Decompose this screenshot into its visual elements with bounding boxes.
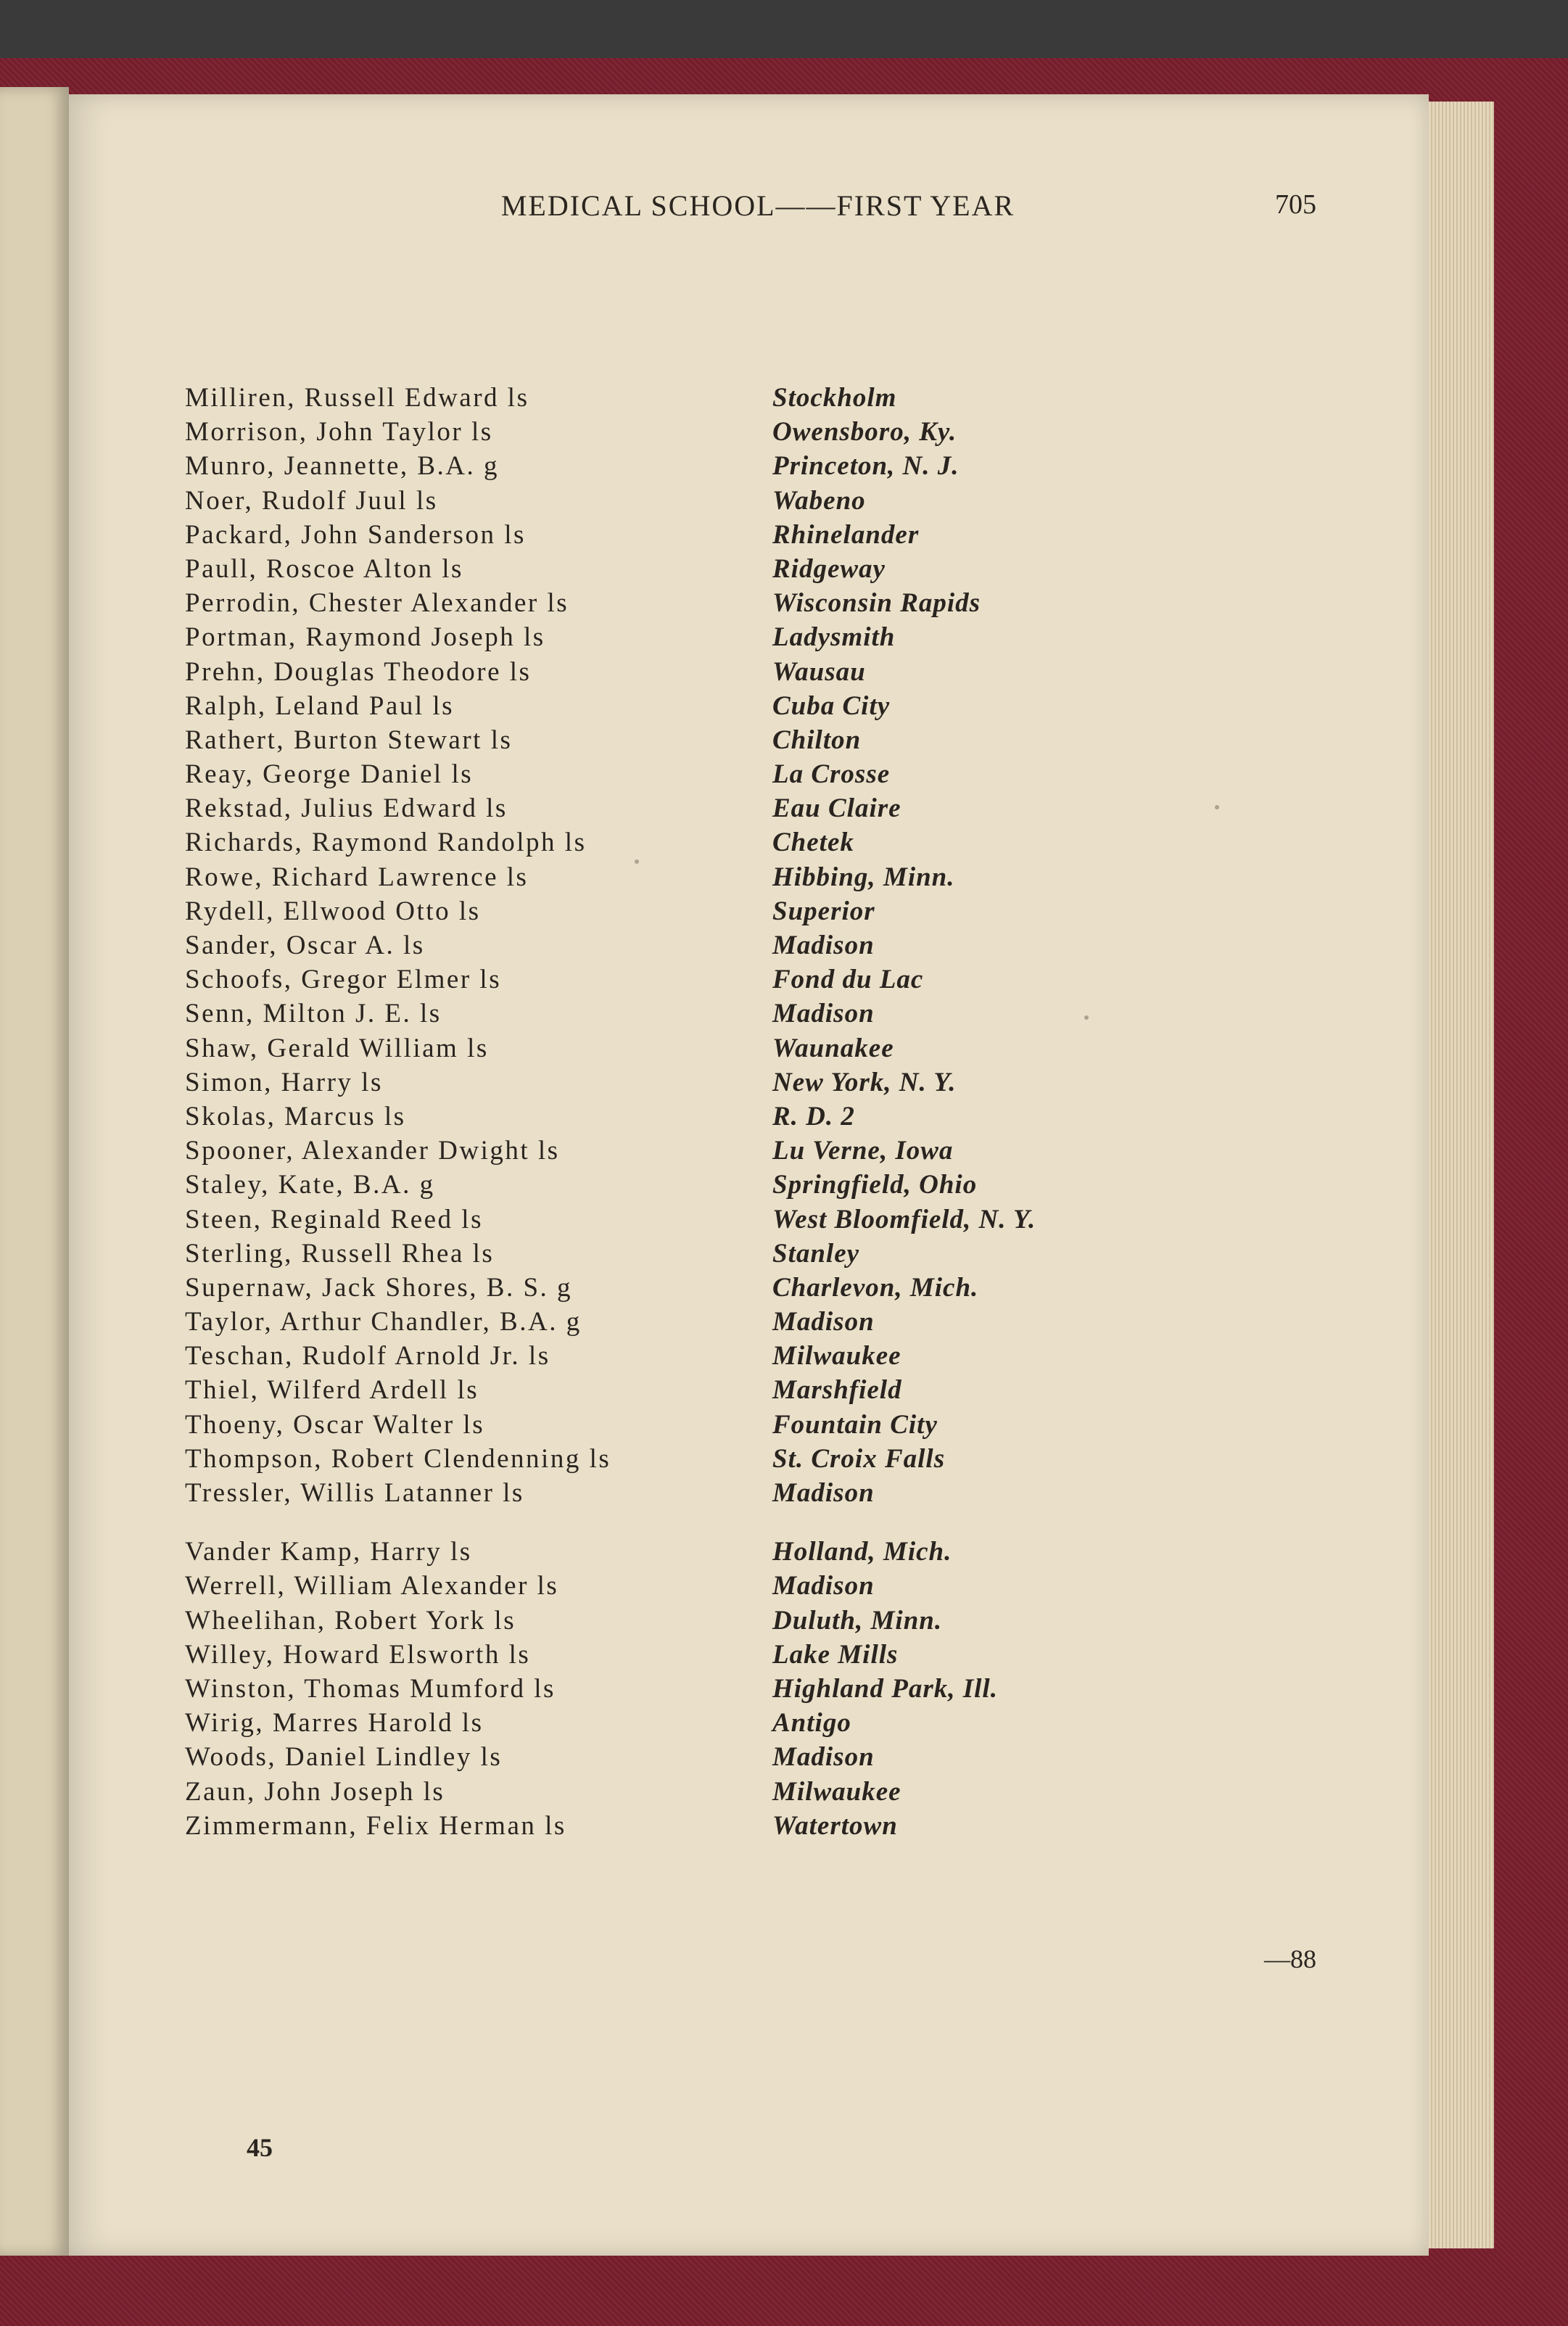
student-hometown: Rhinelander bbox=[772, 519, 920, 550]
roster-row bbox=[185, 1408, 1345, 1442]
book-page bbox=[69, 94, 1429, 2256]
roster-row bbox=[185, 484, 1345, 518]
student-hometown: Madison bbox=[772, 1478, 875, 1508]
student-hometown: Fond du Lac bbox=[772, 965, 924, 995]
roster-row bbox=[185, 1100, 1345, 1134]
roster-row bbox=[185, 620, 1345, 654]
student-name: Wheelihan, Robert York ls bbox=[185, 1605, 516, 1636]
roster-row bbox=[185, 1604, 1345, 1638]
roster-row bbox=[185, 415, 1345, 449]
roster-row bbox=[185, 1476, 1345, 1510]
student-name: Taylor, Arthur Chandler, B.A. g bbox=[185, 1307, 582, 1337]
student-hometown: R. D. 2 bbox=[772, 1101, 855, 1131]
student-name: Supernaw, Jack Shores, B. S. g bbox=[185, 1272, 573, 1303]
student-name: Prehn, Douglas Theodore ls bbox=[185, 656, 532, 687]
student-hometown: Highland Park, Ill. bbox=[772, 1673, 998, 1704]
roster-row bbox=[185, 1305, 1345, 1339]
student-name: Rydell, Ellwood Otto ls bbox=[185, 896, 481, 926]
roster-row bbox=[185, 1271, 1345, 1305]
paper-speck bbox=[1084, 1015, 1089, 1020]
student-name: Ralph, Leland Paul ls bbox=[185, 690, 455, 721]
roster-row bbox=[185, 791, 1345, 825]
student-hometown: Ridgeway bbox=[772, 553, 886, 584]
student-hometown: Chilton bbox=[772, 725, 862, 755]
student-name: Thoeny, Oscar Walter ls bbox=[185, 1409, 485, 1440]
student-name: Winston, Thomas Mumford ls bbox=[185, 1673, 556, 1704]
roster-row bbox=[185, 1339, 1345, 1373]
roster-row bbox=[185, 1065, 1345, 1100]
student-name: Shaw, Gerald William ls bbox=[185, 1033, 489, 1063]
student-name: Willey, Howard Elsworth ls bbox=[185, 1639, 531, 1670]
roster-row bbox=[185, 1672, 1345, 1706]
roster-row bbox=[185, 518, 1345, 552]
student-hometown: New York, N. Y. bbox=[772, 1067, 957, 1097]
roster-row bbox=[185, 552, 1345, 586]
student-name: Richards, Raymond Randolph ls bbox=[185, 828, 587, 858]
student-name: Thiel, Wilferd Ardell ls bbox=[185, 1375, 479, 1406]
student-hometown: Wausau bbox=[772, 656, 866, 687]
student-roster bbox=[185, 381, 1345, 1843]
student-hometown: Madison bbox=[772, 999, 875, 1029]
roster-row bbox=[185, 1237, 1345, 1271]
roster-row bbox=[185, 1706, 1345, 1740]
student-name: Thompson, Robert Clendenning ls bbox=[185, 1443, 611, 1474]
roster-row bbox=[185, 655, 1345, 689]
page-edges bbox=[1429, 102, 1494, 2248]
student-hometown: Watertown bbox=[772, 1810, 898, 1841]
student-hometown: La Crosse bbox=[772, 759, 891, 790]
roster-row bbox=[185, 1168, 1345, 1202]
student-hometown: Ladysmith bbox=[772, 622, 896, 653]
student-name: Noer, Rudolf Juul ls bbox=[185, 485, 438, 516]
student-name: Wirig, Marres Harold ls bbox=[185, 1708, 484, 1739]
student-hometown: Waunakee bbox=[772, 1033, 894, 1063]
student-name: Sterling, Russell Rhea ls bbox=[185, 1238, 495, 1269]
roster-row bbox=[185, 757, 1345, 791]
student-hometown: Antigo bbox=[772, 1708, 851, 1739]
student-hometown: Milwaukee bbox=[772, 1341, 901, 1372]
roster-row bbox=[185, 1134, 1345, 1168]
student-name: Munro, Jeannette, B.A. g bbox=[185, 451, 500, 482]
student-total: —88 bbox=[1264, 1944, 1316, 1974]
student-name: Morrison, John Taylor ls bbox=[185, 417, 493, 448]
roster-row bbox=[185, 381, 1345, 415]
student-hometown: Madison bbox=[772, 931, 875, 960]
running-head: MEDICAL SCHOOL——FIRST YEAR bbox=[500, 189, 1015, 222]
student-name: Rathert, Burton Stewart ls bbox=[185, 725, 513, 755]
roster-row bbox=[185, 1203, 1345, 1237]
student-name: Zaun, John Joseph ls bbox=[185, 1776, 445, 1807]
student-hometown: Stanley bbox=[772, 1238, 860, 1269]
roster-row bbox=[185, 825, 1345, 859]
student-name: Steen, Reginald Reed ls bbox=[185, 1204, 483, 1234]
student-name: Reay, George Daniel ls bbox=[185, 759, 474, 790]
roster-row bbox=[185, 1442, 1345, 1476]
roster-row bbox=[185, 997, 1345, 1031]
student-hometown: Stockholm bbox=[772, 383, 897, 413]
student-hometown: Fountain City bbox=[772, 1409, 938, 1440]
student-hometown: Princeton, N. J. bbox=[772, 451, 960, 482]
roster-row bbox=[185, 1638, 1345, 1672]
student-name: Spooner, Alexander Dwight ls bbox=[185, 1136, 560, 1166]
student-name: Woods, Daniel Lindley ls bbox=[185, 1742, 503, 1773]
student-hometown: Charlevon, Mich. bbox=[772, 1272, 979, 1303]
roster-row bbox=[185, 723, 1345, 757]
roster-row bbox=[185, 1809, 1345, 1843]
roster-row bbox=[185, 1569, 1345, 1603]
student-hometown: Milwaukee bbox=[772, 1776, 901, 1807]
student-hometown: Superior bbox=[772, 896, 875, 926]
student-name: Tressler, Willis Latanner ls bbox=[185, 1478, 524, 1508]
student-name: Rekstad, Julius Edward ls bbox=[185, 793, 508, 824]
roster-row bbox=[185, 1775, 1345, 1809]
student-hometown: Wisconsin Rapids bbox=[772, 588, 981, 619]
student-name: Milliren, Russell Edward ls bbox=[185, 383, 529, 413]
roster-row bbox=[185, 1031, 1345, 1065]
student-name: Packard, John Sanderson ls bbox=[185, 519, 526, 550]
student-name: Rowe, Richard Lawrence ls bbox=[185, 862, 529, 892]
signature-mark: 45 bbox=[247, 2133, 273, 2162]
student-hometown: Madison bbox=[772, 1571, 875, 1601]
student-hometown: Springfield, Ohio bbox=[772, 1170, 978, 1200]
student-hometown: Madison bbox=[772, 1307, 875, 1337]
student-hometown: Lake Mills bbox=[772, 1639, 899, 1670]
student-name: Perrodin, Chester Alexander ls bbox=[185, 588, 569, 619]
student-name: Sander, Oscar A. ls bbox=[185, 931, 425, 960]
student-hometown: St. Croix Falls bbox=[772, 1443, 946, 1474]
student-hometown: Madison bbox=[772, 1742, 875, 1773]
roster-row bbox=[185, 449, 1345, 483]
student-hometown: Eau Claire bbox=[772, 793, 901, 824]
student-hometown: Cuba City bbox=[772, 690, 891, 721]
paper-speck bbox=[635, 859, 639, 864]
student-name: Vander Kamp, Harry ls bbox=[185, 1537, 472, 1567]
student-name: Skolas, Marcus ls bbox=[185, 1101, 406, 1131]
roster-row bbox=[185, 860, 1345, 894]
student-hometown: Hibbing, Minn. bbox=[772, 862, 955, 892]
page-number: 705 bbox=[1275, 189, 1316, 220]
student-hometown: Owensboro, Ky. bbox=[772, 417, 957, 448]
student-name: Simon, Harry ls bbox=[185, 1067, 383, 1097]
student-name: Zimmermann, Felix Herman ls bbox=[185, 1810, 566, 1841]
roster-row bbox=[185, 689, 1345, 723]
student-name: Teschan, Rudolf Arnold Jr. ls bbox=[185, 1341, 550, 1372]
student-name: Portman, Raymond Joseph ls bbox=[185, 622, 545, 653]
student-name: Senn, Milton J. E. ls bbox=[185, 999, 442, 1029]
student-hometown: West Bloomfield, N. Y. bbox=[772, 1204, 1036, 1234]
student-name: Werrell, William Alexander ls bbox=[185, 1571, 559, 1601]
student-hometown: Holland, Mich. bbox=[772, 1537, 952, 1567]
left-page-edge bbox=[0, 87, 69, 2256]
roster-row bbox=[185, 586, 1345, 620]
student-name: Paull, Roscoe Alton ls bbox=[185, 553, 463, 584]
student-hometown: Chetek bbox=[772, 828, 854, 858]
roster-row bbox=[185, 894, 1345, 928]
roster-row bbox=[185, 1535, 1345, 1569]
student-hometown: Lu Verne, Iowa bbox=[772, 1136, 954, 1166]
roster-row bbox=[185, 1373, 1345, 1407]
student-hometown: Wabeno bbox=[772, 485, 866, 516]
student-name: Schoofs, Gregor Elmer ls bbox=[185, 965, 502, 995]
roster-row bbox=[185, 928, 1345, 962]
student-hometown: Duluth, Minn. bbox=[772, 1605, 943, 1636]
paper-speck bbox=[1215, 805, 1219, 809]
student-hometown: Marshfield bbox=[772, 1375, 902, 1406]
roster-row bbox=[185, 962, 1345, 997]
roster-row bbox=[185, 1740, 1345, 1774]
student-name: Staley, Kate, B.A. g bbox=[185, 1170, 435, 1200]
